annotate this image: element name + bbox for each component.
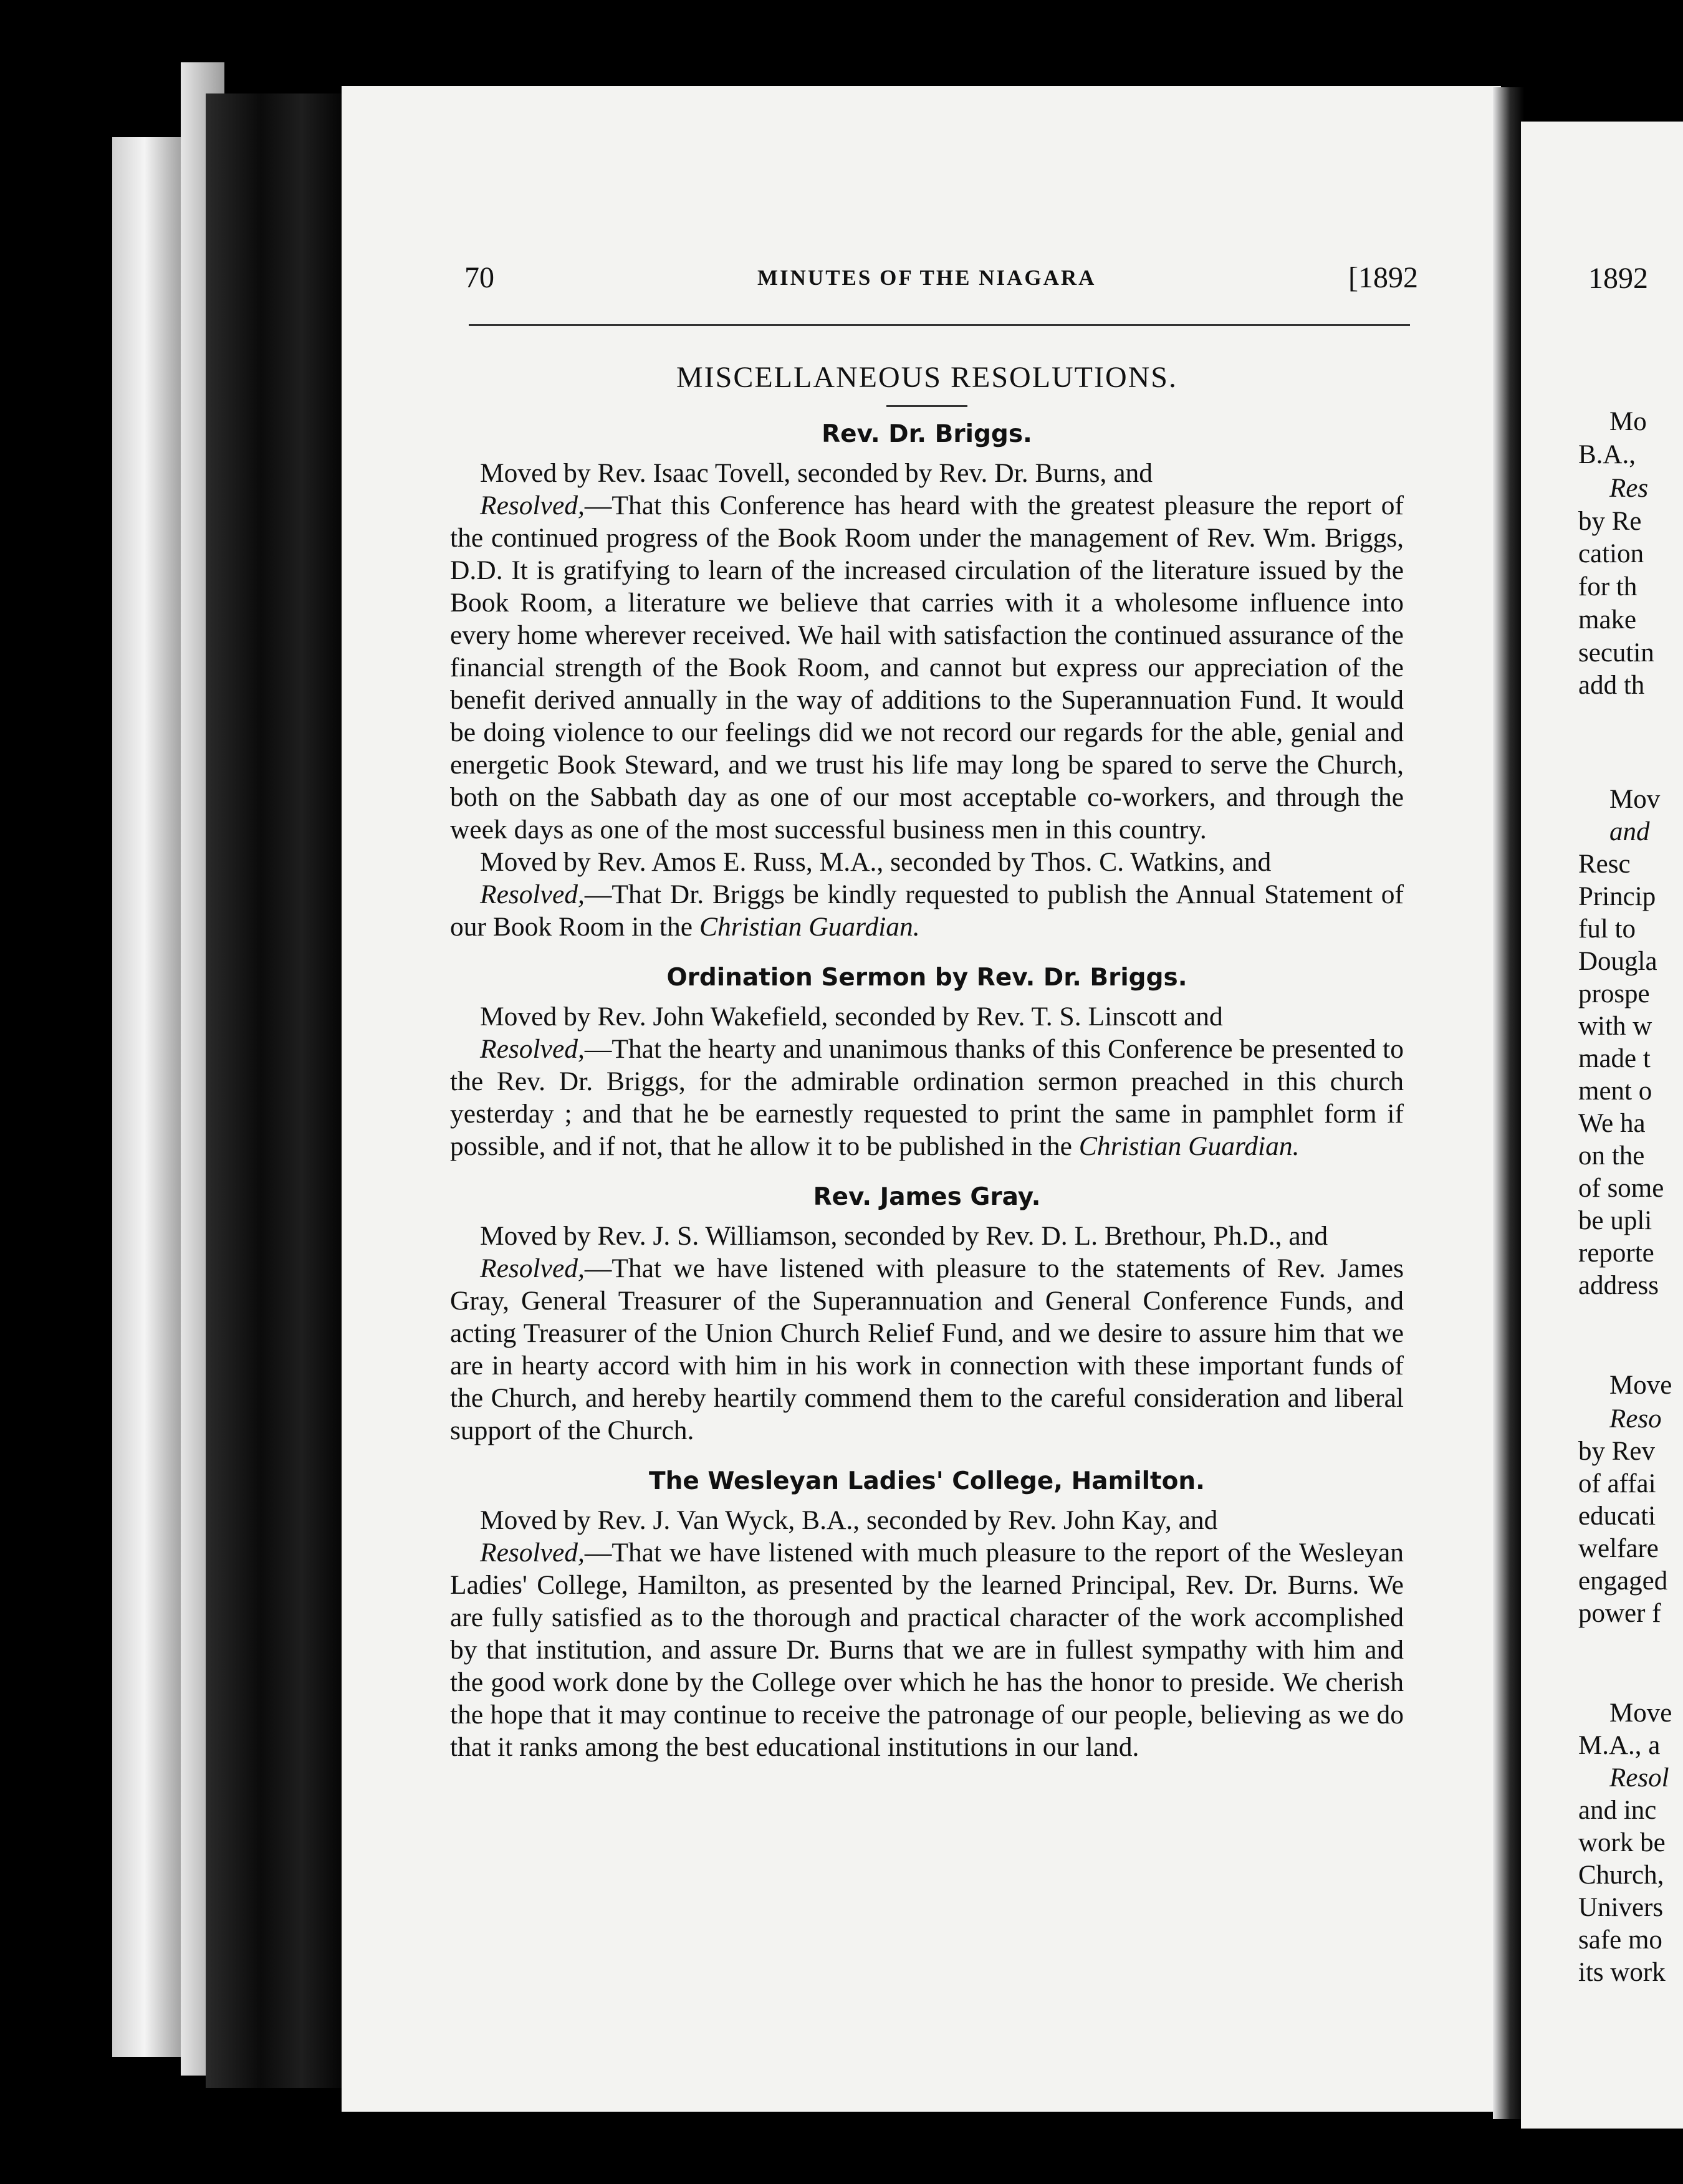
motion-text: Moved by Rev. J. S. Williamson, seconded by Rev. D. L. Brethour, Ph.D., and [480,1221,1328,1251]
section-heading-gray: Rev. James Gray. [813,1183,1041,1211]
page-body [450,349,1404,1763]
right-page-line: reporte [1578,1238,1654,1268]
right-page-line: prospe [1578,979,1650,1008]
right-page-line: with w [1578,1012,1652,1041]
section-heading-college: The Wesleyan Ladies' College, Hamilton. [649,1467,1205,1495]
resolved-label: Resolved, [480,1253,585,1283]
header-rule [469,324,1410,326]
right-page-line: add th [1578,671,1645,700]
right-page-line: make [1578,605,1637,635]
resolution-body: —That this Conference has heard with the greatest pleasure the report of the continued progress of the Book Room under the management of Rev. Wm. Briggs, D.D. It is gratifying to learn of the increased circulation of the literature issued by the Book Room, a literature we believe that carries with it a wholesome influence into every home wherever received. We hail with satisfaction the continued assurance of the financial strength of the Book Room, and cannot but express our appreciation of the benefit derived annually in the way of additions to the Superannuation Fund. It would be doing violence to our feelings did we not record our regards for the able, genial and energetic Book Steward, and we trust his life may long be spared to serve the Church, both on the Sabbath day as one of our most acceptable co-workers, and through the week days as one of the most successful business men in this country. [450,491,1404,845]
right-page-line: by Rev [1578,1437,1656,1466]
right-page-line: cation [1578,539,1644,568]
right-page-line: for th [1578,572,1637,601]
right-page-line: welfare [1578,1534,1659,1563]
right-page-line: ment o [1578,1076,1652,1106]
resolution-body: —That we have listened with much pleasure to the report of the Wesleyan Ladies' College, Hamilton, as presented by the learned Principal, Rev. Dr. Burns. We are fully satisfied as to the thorough and practical character of the work accomplished by that institution, and assure Dr. Burns that we are in fullest sympathy with him and the good work done by the College over which he has the honor to preside. We cherish the hope that it may continue to receive the patronage of our people, believing as we do that it ranks among the best educational institutions in our land. [450,1538,1404,1762]
running-title: MINUTES OF THE NIAGARA [757,266,1096,290]
right-page-line: Resc [1578,850,1631,879]
right-page-line: Church, [1578,1861,1664,1890]
motion-text: Moved by Rev. Amos E. Russ, M.A., seconded by Thos. C. Watkins, and [480,847,1272,877]
right-page-line: secutin [1578,638,1654,668]
motion-text: Moved by Rev. J. Van Wyck, B.A., seconded by Rev. John Kay, and [480,1505,1218,1535]
motion-text: Moved by Rev. John Wakefield, seconded by Rev. T. S. Linscott and [480,1002,1223,1032]
page-number: 70 [464,261,494,294]
title-divider [886,405,967,407]
right-page-line: Reso [1609,1404,1662,1434]
right-page-line: Univers [1578,1893,1664,1922]
right-page-line: M.A., a [1578,1731,1661,1760]
resolved-label: Resolved, [480,1034,585,1064]
right-page-line: of some [1578,1174,1664,1203]
right-page-line: Res [1609,474,1649,503]
right-page-line: We ha [1578,1109,1646,1138]
right-page-line: on the [1578,1141,1645,1171]
publication-title: Christian Guardian. [1078,1131,1300,1161]
right-page-line: made t [1578,1044,1651,1073]
running-year: [1892 [1348,261,1418,294]
right-page-line: Mo [1609,407,1647,436]
resolution-body: —That Dr. Briggs be kindly requested to publish the Annual Statement of our Book Room in the [450,879,1404,942]
resolution-body: —That we have listened with pleasure to the statements of Rev. James Gray, General Treasurer of the Superannuation and General Conference Funds, and acting Treasurer of the Union Church Relief Fund, and we desire to assure him that we are in hearty accord with him in his work in connection with these important funds of the Church, and hereby heartily commend them to the careful consideration and liberal support of the Church. [450,1253,1404,1445]
right-page-line: by Re [1578,507,1642,536]
right-page-line: ful to [1578,914,1636,944]
right-page-year: 1892 [1588,262,1648,295]
section-heading-ordination: Ordination Sermon by Rev. Dr. Briggs. [666,964,1187,992]
right-page-line: address [1578,1271,1659,1300]
right-page-line: Resol [1609,1763,1669,1793]
resolved-label: Resolved, [480,491,585,520]
resolution-text [450,1536,1404,1763]
main-title: MISCELLANEOUS RESOLUTIONS. [676,361,1177,394]
publication-title: Christian Guardian. [699,912,920,942]
resolution-text [450,1252,1404,1447]
right-page-line: Princip [1578,882,1656,911]
right-page-line: its work [1578,1958,1666,1987]
right-page-line: be upli [1578,1206,1652,1235]
section-heading-briggs: Rev. Dr. Briggs. [822,420,1032,448]
resolved-label: Resolved, [480,879,585,909]
resolution-text [450,489,1404,846]
right-page-line: work be [1578,1828,1666,1857]
right-page-line: Mov [1609,785,1661,814]
right-page-line: B.A., [1578,440,1636,469]
right-page-line: safe mo [1578,1925,1662,1955]
right-page-line: Move [1609,1698,1672,1728]
right-page-line: and [1609,817,1650,846]
right-page-line: power f [1578,1599,1661,1628]
running-head [464,261,1418,310]
right-page-line: Move [1609,1371,1672,1400]
book-spine [206,93,343,2088]
motion-text: Moved by Rev. Isaac Tovell, seconded by Rev. Dr. Burns, and [480,458,1153,488]
resolution-text [450,1033,1404,1162]
resolution-body: —That the hearty and unanimous thanks of this Conference be presented to the Rev. Dr. Briggs, for the admirable ordination sermon preached in this church yesterday ; and that he be earnestly requested to print the same in pamphlet form if possible, and if not, that he allow it to be published in the [450,1034,1404,1161]
right-page-line: Dougla [1578,947,1657,976]
resolved-label: Resolved, [480,1538,585,1568]
right-page-line: engaged [1578,1566,1668,1596]
right-page-line: of affai [1578,1469,1656,1498]
resolution-text [450,878,1404,943]
right-page-line: educati [1578,1502,1656,1531]
right-page-line: and inc [1578,1796,1657,1825]
book-gutter [1493,87,1524,2119]
